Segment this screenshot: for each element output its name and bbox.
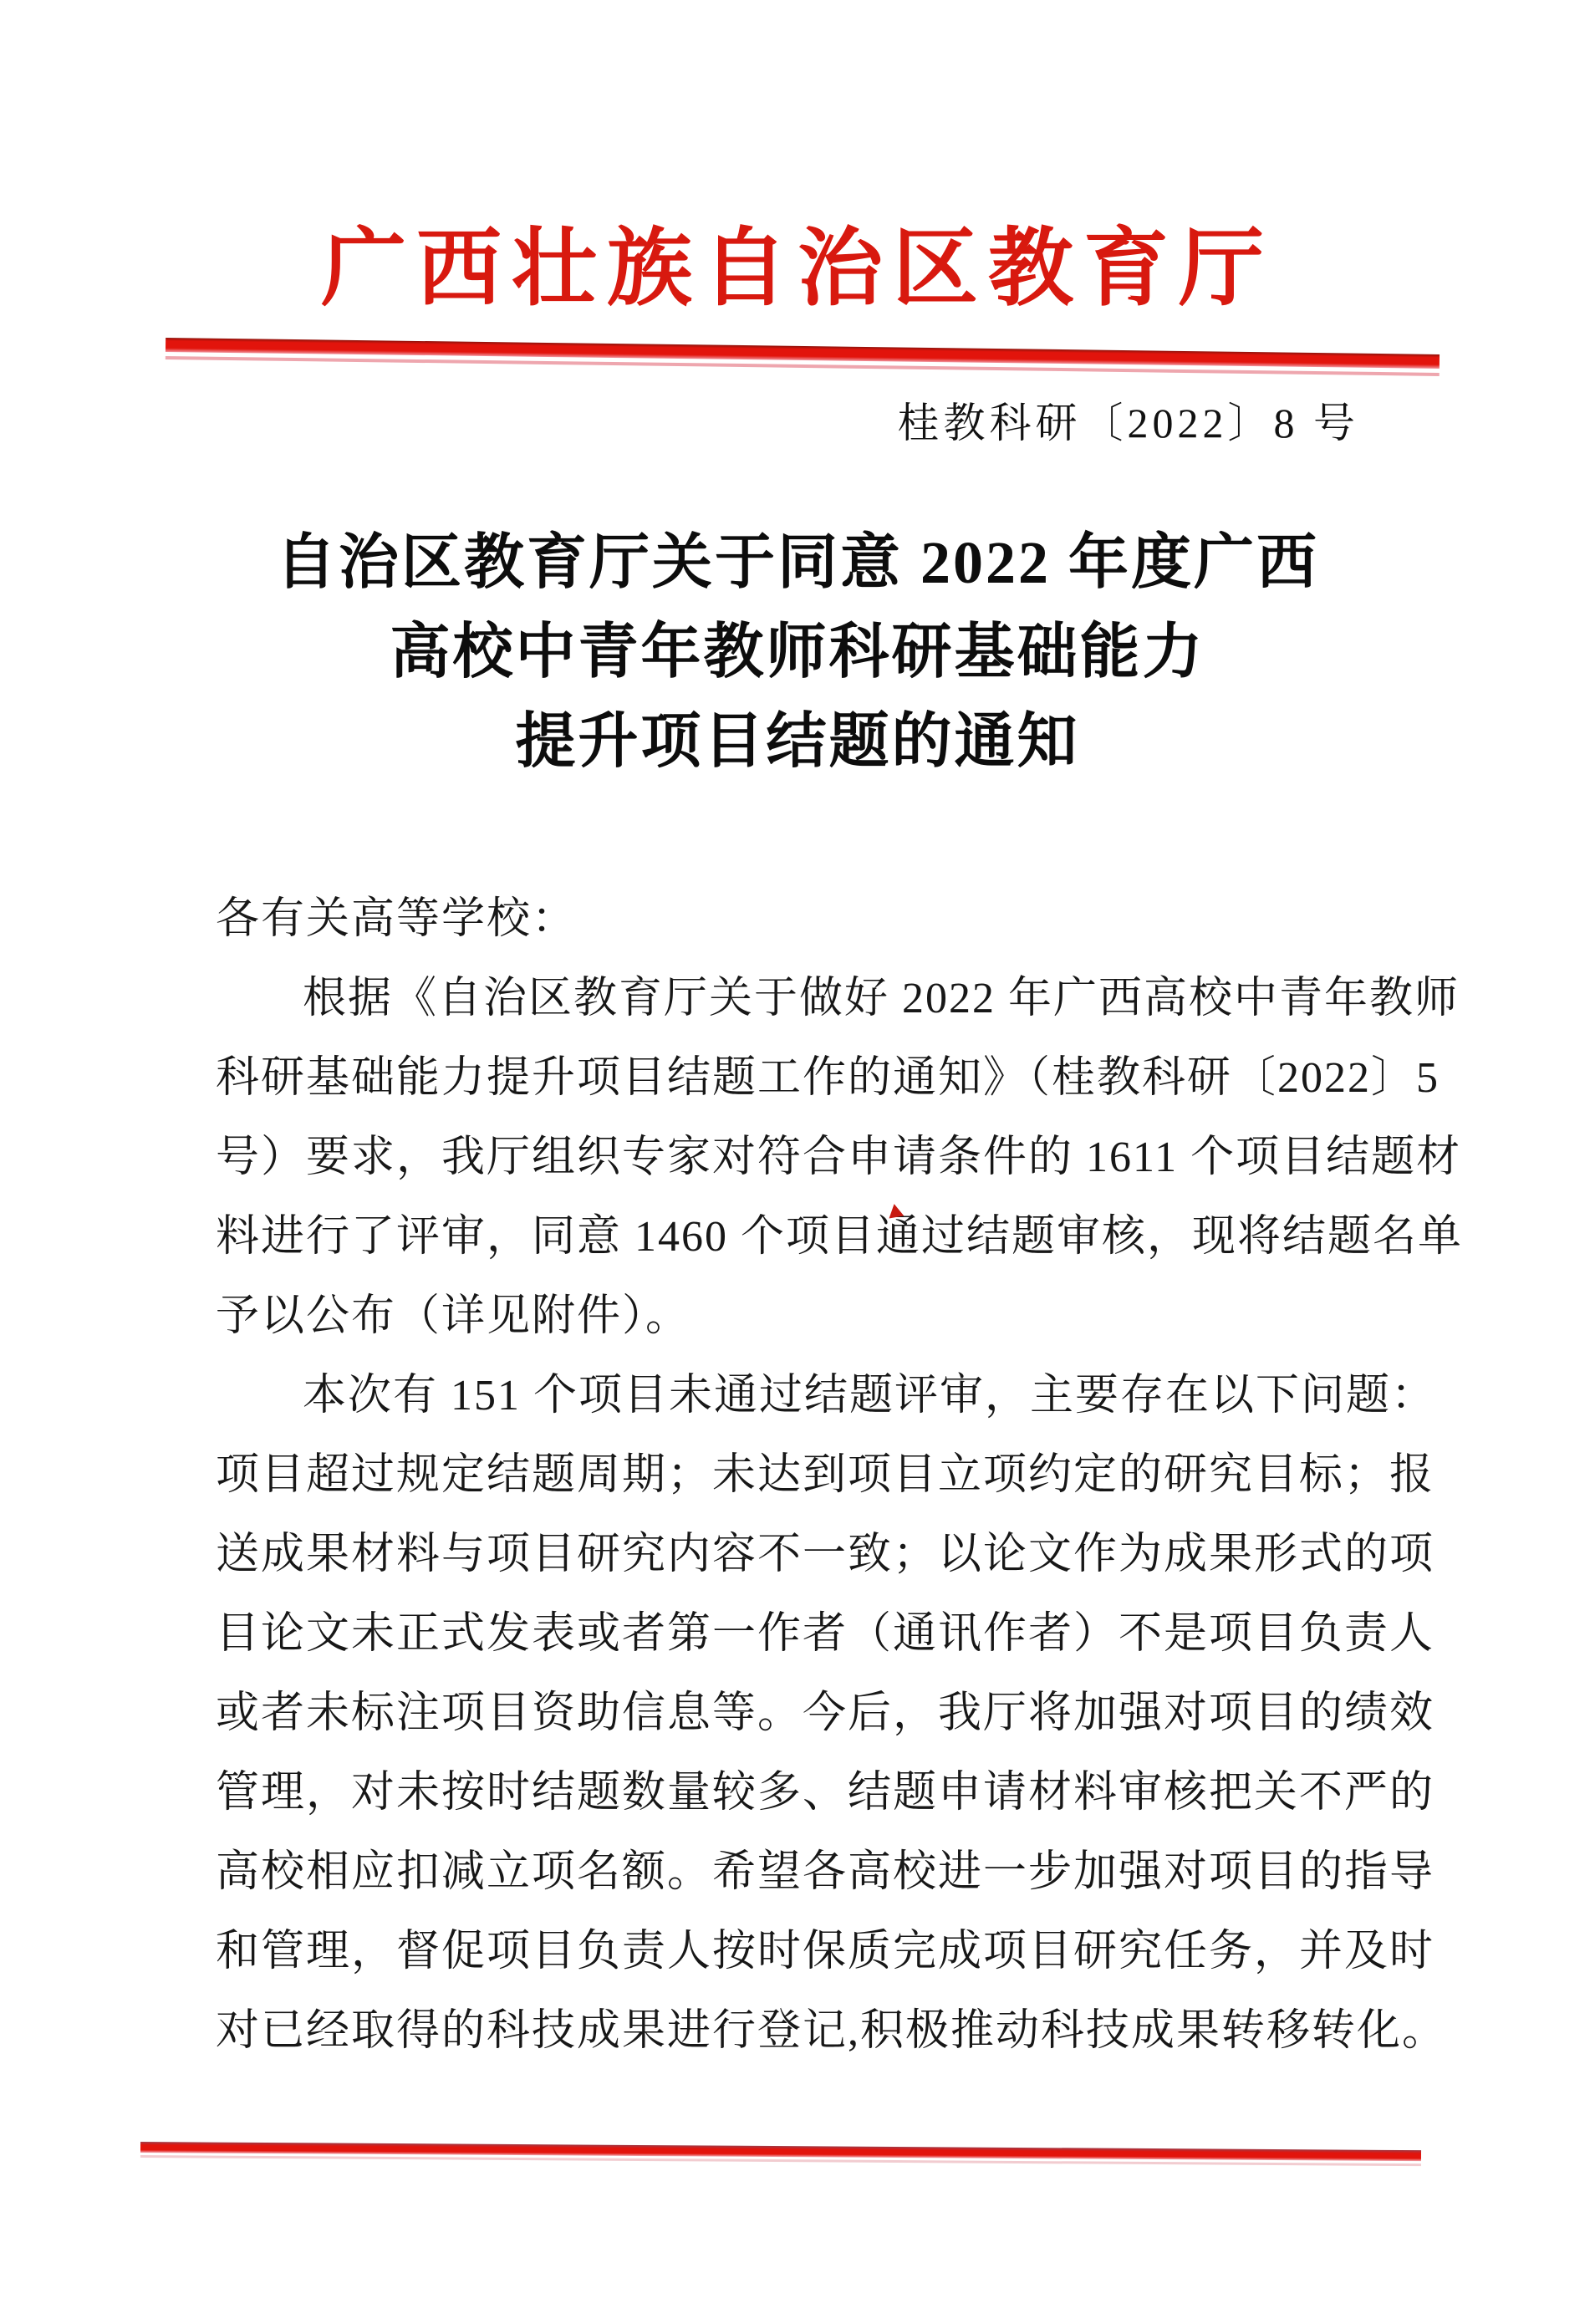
body-line: 科研基础能力提升项目结题工作的通知》（桂教科研〔2022〕5	[216, 1054, 1440, 1102]
document-body	[216, 879, 1464, 2071]
document-title	[0, 518, 1595, 787]
body-line: 和管理，督促项目负责人按时保质完成项目研究任务，并及时	[216, 1928, 1435, 1975]
body-line: 根据《自治区教育厅关于做好 2022 年广西高校中青年教师	[303, 975, 1460, 1022]
body-line: 予以公布（详见附件）。	[216, 1292, 691, 1340]
body-line: 高校相应扣减立项名额。希望各高校进一步加强对项目的指导	[216, 1848, 1435, 1896]
body-line: 项目超过规定结题周期；未达到项目立项约定的研究目标；报	[216, 1451, 1435, 1499]
document-reference-number: 桂教科研〔2022〕8 号	[897, 400, 1359, 446]
body-line: 本次有 151 个项目未通过结题评审，主要存在以下问题：	[303, 1372, 1437, 1419]
body-line: 送成果材料与项目研究内容不一致；以论文作为成果形式的项	[216, 1531, 1435, 1578]
salutation-line: 各有关高等学校：	[216, 895, 578, 943]
body-line: 管理，对未按时结题数量较多、结题申请材料审核把关不严的	[216, 1769, 1435, 1817]
footer-rule	[140, 2142, 1421, 2166]
red-proofread-mark-icon	[887, 1203, 905, 1219]
body-line: 或者未标注项目资助信息等。今后，我厅将加强对项目的绩效	[216, 1689, 1435, 1737]
body-line: 目论文未正式发表或者第一作者（通讯作者）不是项目负责人	[216, 1610, 1435, 1658]
body-line: 对已经取得的科技成果进行登记,积极推动科技成果转移转化。	[216, 2007, 1448, 2055]
document-title-line: 提升项目结题的通知	[515, 708, 1080, 775]
letterhead-divider-rule	[166, 338, 1440, 376]
document-title-line: 自治区教育厅关于同意 2022 年度广西	[275, 529, 1319, 596]
letterhead-org-name: 广西壮族自治区教育厅	[321, 222, 1274, 317]
body-line: 号）要求，我厅组织专家对符合申请条件的 1611 个项目结题材	[216, 1134, 1462, 1181]
body-line: 料进行了评审，同意 1460 个项目通过结题审核，现将结题名单	[216, 1213, 1464, 1261]
document-title-line: 高校中青年教师科研基础能力	[390, 619, 1205, 685]
